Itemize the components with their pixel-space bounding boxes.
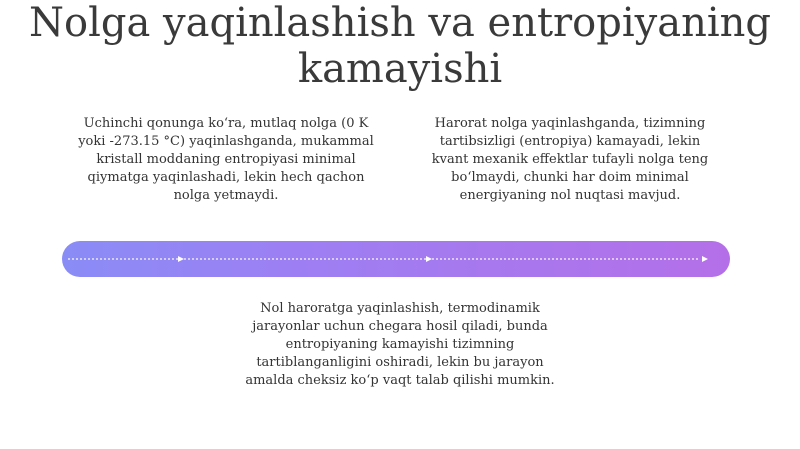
paragraph-bottom: Nol haroratga yaqinlashish, termodinamik jarayonlar uchun chegara hosil qiladi, bunda entropiyaning kamayishi tizimning tartiblanganligini oshiradi, lekin bu jarayon amalda cheksiz ko‘p vaqt talab qilishi mumkin. <box>245 301 555 388</box>
gradient-arrow-bar <box>62 241 730 277</box>
paragraph-left: Uchinchi qonunga ko‘ra, mutlaq nolga (0 K yoki -273.15 °C) yaqinlashganda, mukammal kristall moddaning entropiyasi minimal qiymatga yaqinlashadi, lekin hech qachon nolga yetmaydi. <box>78 116 374 203</box>
arrow-head-icon <box>426 256 432 262</box>
dotted-arrow-line <box>62 241 730 277</box>
paragraph-right: Harorat nolga yaqinlashganda, tizimning tartibsizligi (entropiya) kamayadi, lekin kvant mexanik effektlar tufayli nolga teng bo‘lmaydi, chunki har doim minimal energiyaning nol nuqtasi mavjud. <box>431 116 709 203</box>
slide-title: Nolga yaqinlashish va entropiyaning kamayishi <box>28 0 771 92</box>
arrow-head-icon <box>178 256 184 262</box>
arrow-head-icon <box>702 256 708 262</box>
